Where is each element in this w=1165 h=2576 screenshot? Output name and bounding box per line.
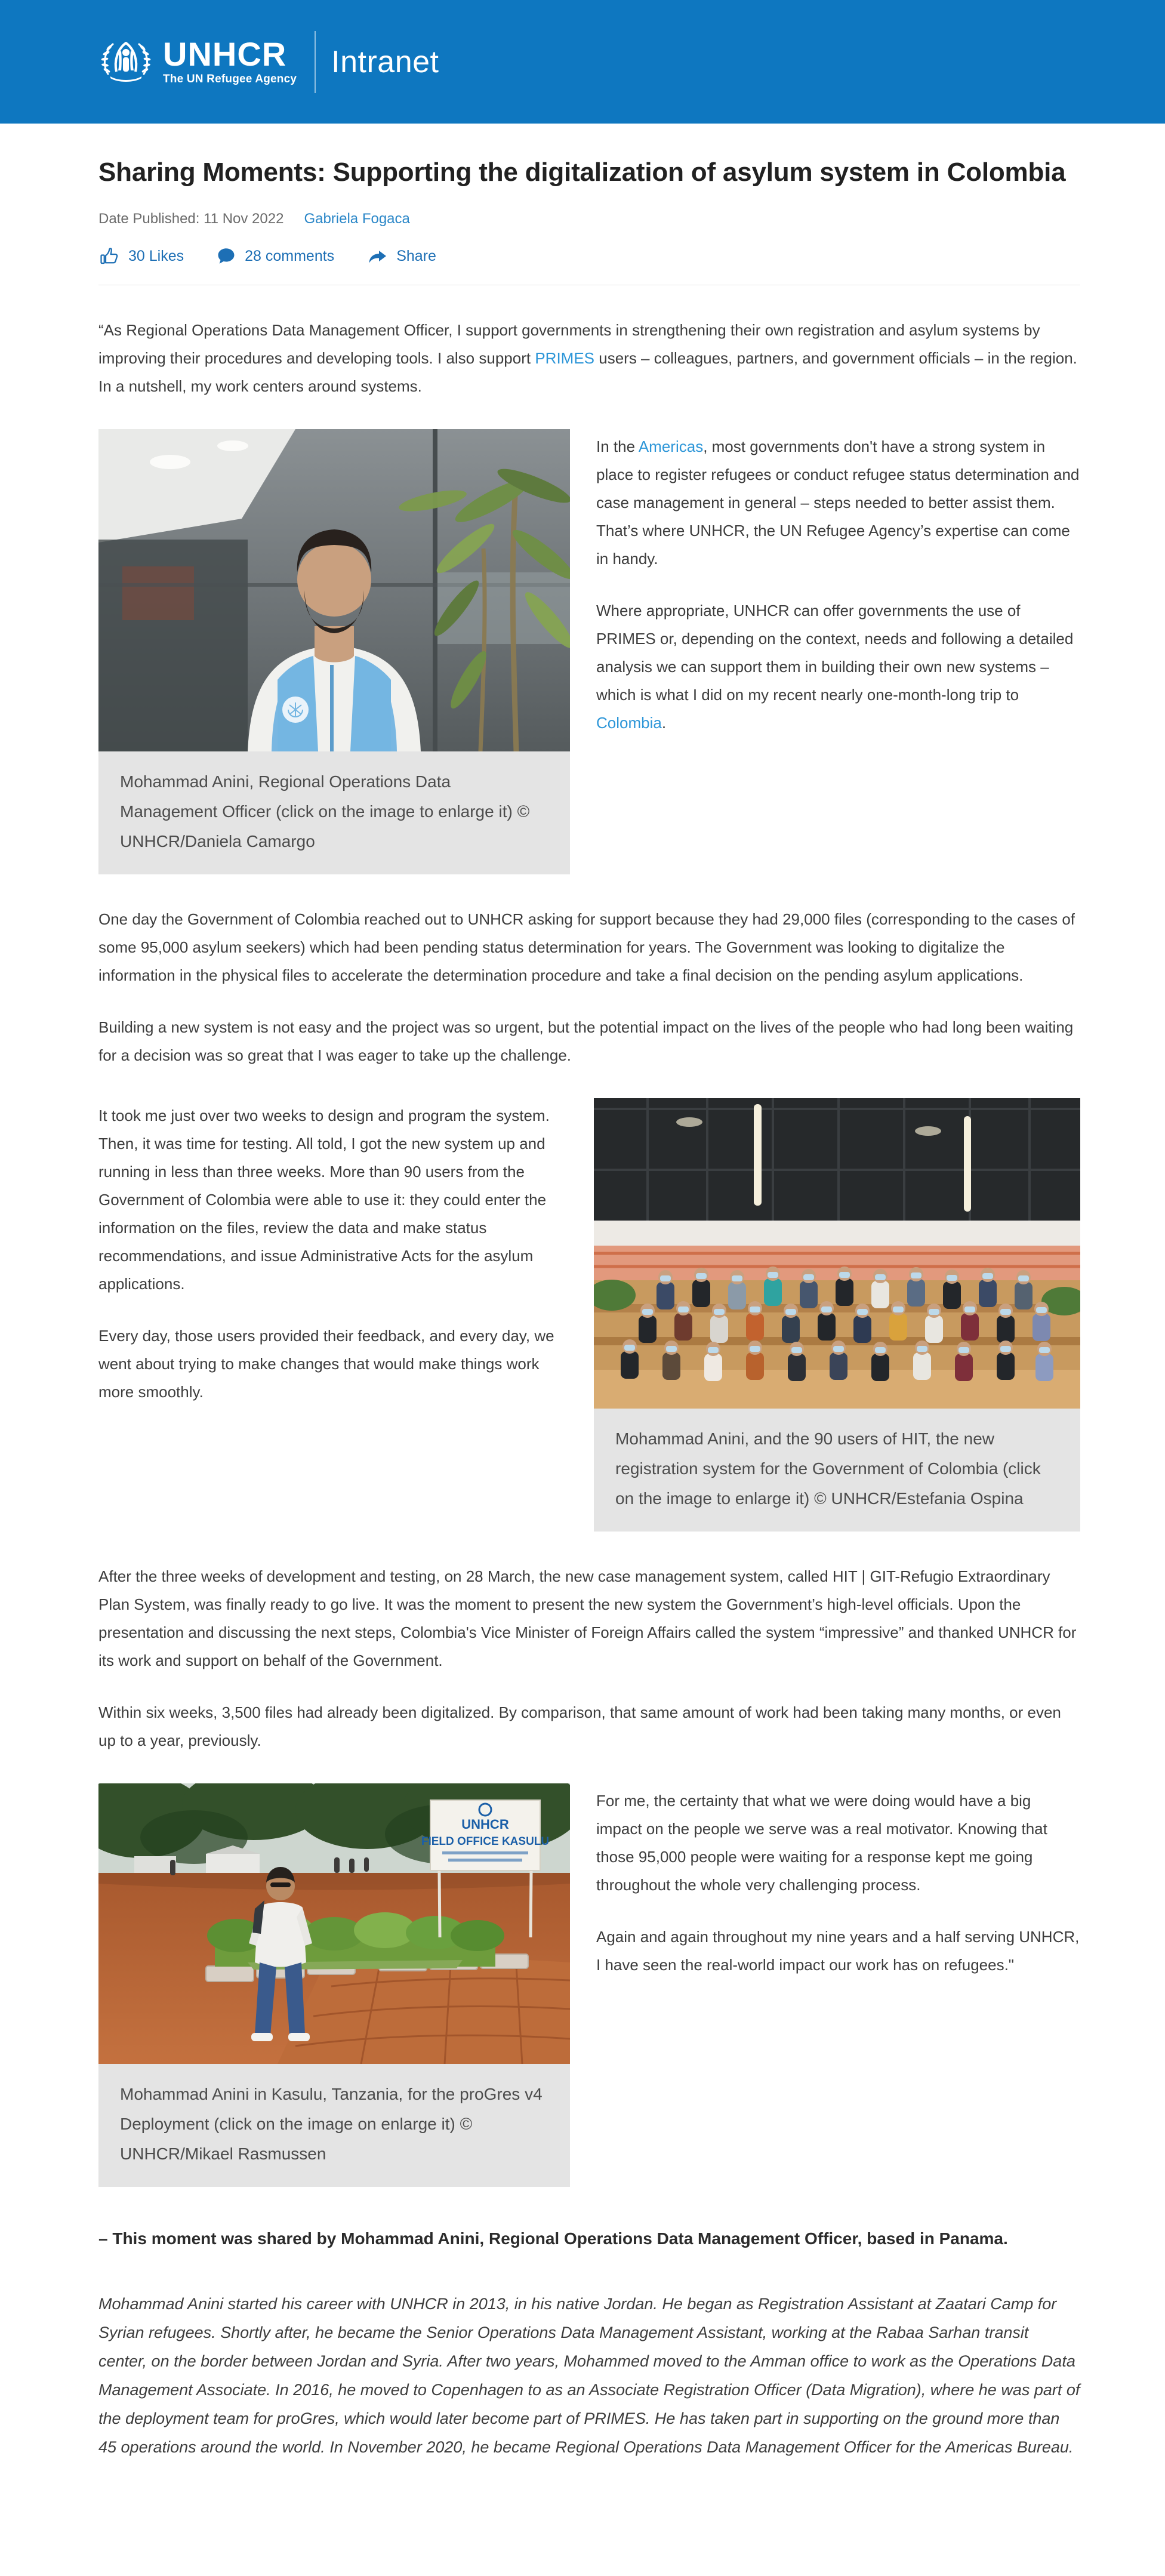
figure-portrait [98,429,570,874]
section-portrait [98,429,1080,874]
portrait-caption: Mohammad Anini, Regional Operations Data Management Officer (click on the image to enlarge it) © UNHCR/Daniela Camargo [98,751,570,874]
section-kasulu [98,1783,1080,2187]
paragraph-sixweeks: Within six weeks, 3,500 files had already been digitalized. By comparison, that same amount of work had been taking many months, or even up to a year, previously. [98,1703,1061,1749]
svg-text:UNHCR: UNHCR [461,1817,509,1832]
section-group-photo [98,1098,1080,1532]
moment-statement: – This moment was shared by Mohammad Anini, Regional Operations Data Management Officer, based in Panama. [98,2229,1008,2248]
intranet-label: Intranet [331,44,439,79]
bio-paragraph: Mohammad Anini started his career with UNHCR in 2013, in his native Jordan. He began as Registration Assistant at Zaatari Camp for Syrian refugees. Shortly after, he became the Senior Operations Data Management Assistant, working at the Rabaa Sarhan transit center, on the border between Jordan and Syria. After two years, Mohammed moved to the Amman office to work as the Operations Data Management Associate. In 2016, he moved to Copenhagen to as an Associate Registration Officer (Data Migration), where he was part of the deployment team for proGres, which would later become part of PRIMES. He has taken part in supporting on the ground more than 45 operations around the world. In November 2020, he became Regional Operations Data Management Officer for the Americas Bureau. [98,2295,1080,2456]
unhcr-emblem-icon [98,37,153,87]
paragraph-golive: After the three weeks of development and testing, on 28 March, the new case management system, called HIT | GIT-Refugio Extraordinary Plan System, was finally ready to go live. It was the moment to present the new system the Government’s high-level officials. Upon the presentation and discussing the next steps, Colombia's Vice Minister of Foreign Affairs called the system “impressive” and thanked UNHCR for its work and support on behalf of the Government. [98,1567,1077,1669]
likes-button[interactable] [98,245,184,267]
paragraph-motivation: For me, the certainty that what we were doing would have a big impact on the people we serve was a real motivator. Knowing that those 95,000 people were waiting for a response kept me going throughout the whole very challenging process. [596,1792,1047,1894]
group-caption: Mohammad Anini, and the 90 users of HIT, the new registration system for the Government of Colombia (click on the image to enlarge it) © UNHCR/Estefania Ospina [594,1409,1080,1532]
app-header [0,0,1165,124]
paragraph-americas: In the Americas, most governments don't have a strong system in place to register refugees or conduct refugee status determination and case management in general – steps needed to better assist them. That’s where UNHCR, the UN Refugee Agency’s expertise can come in handy. [596,437,1080,568]
portrait-photo[interactable] [98,429,570,751]
author-link[interactable]: Gabriela Fogaca [304,211,410,227]
page-title: Sharing Moments: Supporting the digitalization of asylum system in Colombia [98,158,1066,187]
figure-kasulu [98,1783,570,2187]
svg-text:FIELD OFFICE KASULU: FIELD OFFICE KASULU [421,1835,550,1848]
date-published-label: Date Published: 11 Nov 2022 [98,211,284,227]
paragraph-feedback: Every day, those users provided their feedback, and every day, we went about trying to make changes that would make things work more smoothly. [98,1327,554,1401]
paragraph-impact: Again and again throughout my nine years and a half serving UNHCR, I have seen the real-world impact our work has on refugees." [596,1928,1080,1974]
kasulu-photo[interactable] [98,1783,570,2064]
brand-wordmark: UNHCR [163,35,287,73]
kasulu-caption: Mohammad Anini in Kasulu, Tanzania, for the proGres v4 Deployment (click on the image on enlarge it) © UNHCR/Mikael Rasmussen [98,2064,570,2187]
share-label: Share [396,247,436,264]
primes-link[interactable]: PRIMES [535,349,595,367]
header-divider [315,31,316,93]
americas-link[interactable]: Americas [638,437,704,455]
comments-count-label: 28 comments [245,247,335,264]
share-button[interactable] [366,245,436,267]
thumbs-up-icon [98,245,120,267]
colombia-link[interactable]: Colombia [596,714,662,732]
paragraph-intro-quote: “As Regional Operations Data Management Officer, I support governments in strengthening their own registration and asylum systems by improving their procedures and developing tools. I also support PRIMES users – colleagues, partners, and government officials – in the region. In a nutshell, my work centers around systems. [98,321,1077,395]
group-photo[interactable] [594,1098,1080,1409]
brand-tagline: The UN Refugee Agency [163,72,297,85]
paragraph-offer: Where appropriate, UNHCR can offer governments the use of PRIMES or, depending on the context, needs and following a detailed analysis we can support them in building their own new systems – which is what I did on my recent nearly one-month-long trip to Colombia. [596,602,1074,732]
share-icon [366,245,388,267]
comments-button[interactable] [216,246,334,266]
paragraph-challenge: Building a new system is not easy and the project was so urgent, but the potential impact on the lives of the people who had long been waiting for a decision was so great that I was eager to take up the challenge. [98,1018,1074,1064]
paragraph-build: It took me just over two weeks to design and program the system. Then, it was time for testing. All told, I got the new system up and running in less than three weeks. More than 90 users from the Government of Colombia were able to use it: they could enter the information on the files, review the data and make status recommendations, and issue Administrative Acts for the asylum applications. [98,1107,550,1293]
likes-count-label: 30 Likes [128,247,184,264]
comment-icon [216,246,236,266]
figure-group-photo [594,1098,1080,1532]
paragraph-gov-request: One day the Government of Colombia reached out to UNHCR asking for support because they had 29,000 files (corresponding to the cases of some 95,000 asylum seekers) which had been pending status determination for years. The Government was looking to digitalize the information in the physical files to accelerate the determination procedure and take a final decision on the pending asylum applications. [98,910,1075,984]
